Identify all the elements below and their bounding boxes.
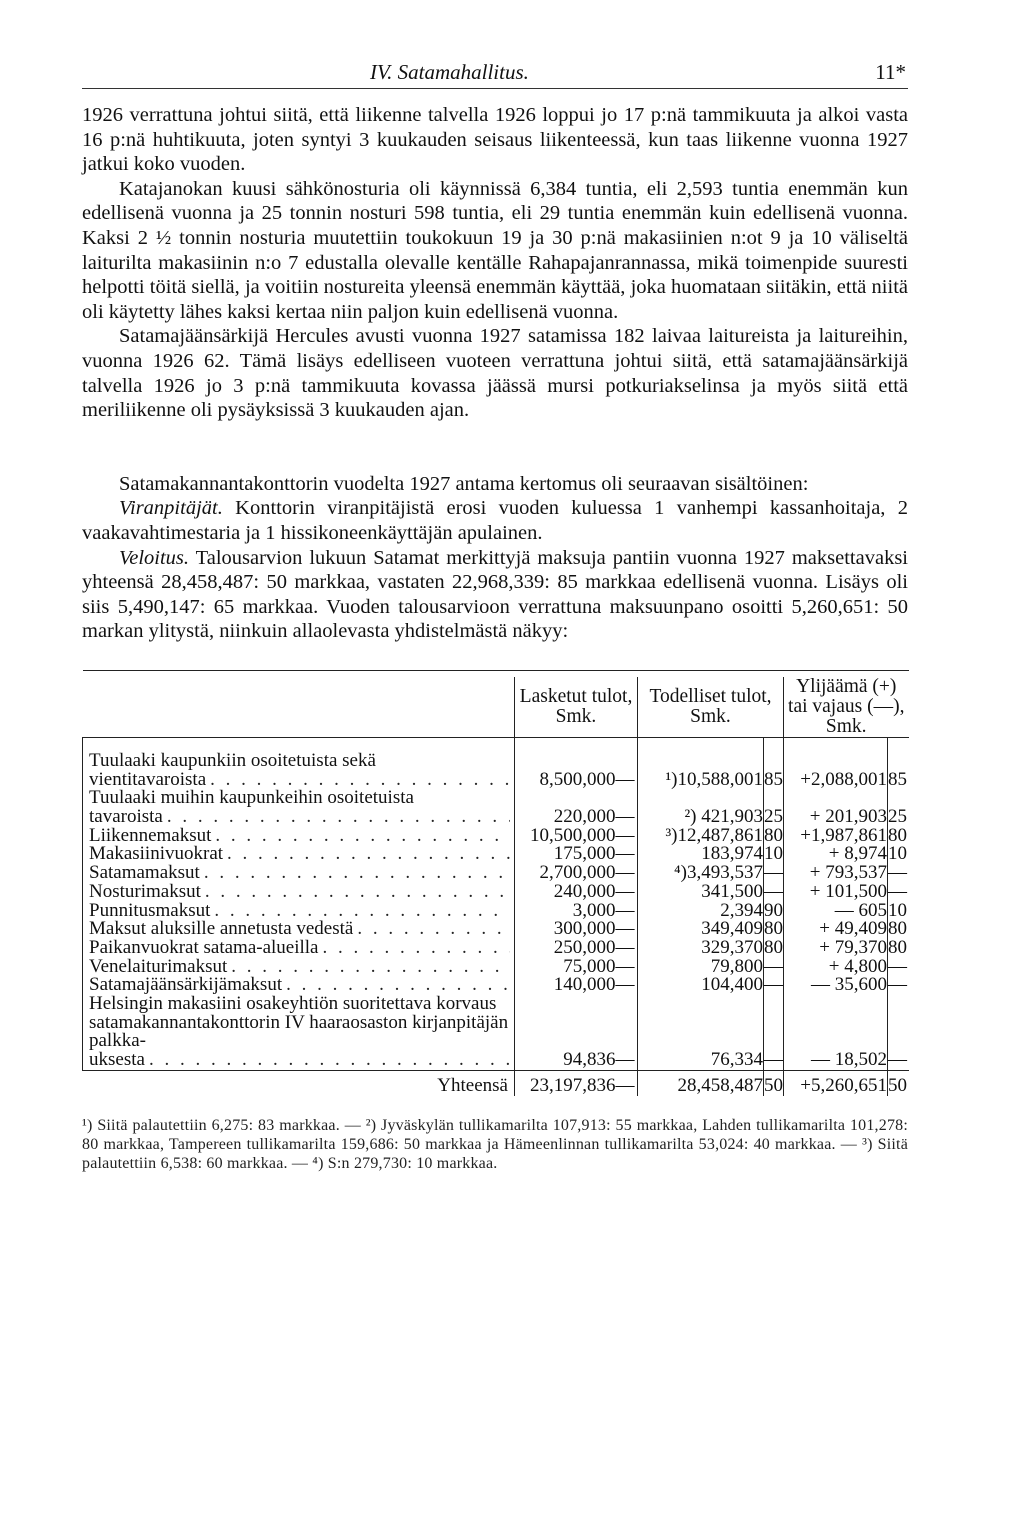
- row-label-cell: [83, 737, 515, 789]
- difference-value: + 49,409: [784, 920, 888, 939]
- estimated-cents: —: [615, 843, 635, 865]
- paragraph-officials: [82, 496, 908, 545]
- difference-cents: —: [888, 955, 907, 977]
- row-label: Nosturimaksut: [89, 880, 201, 902]
- actual-cents: —: [764, 880, 783, 902]
- actual-cents: 80: [764, 824, 783, 846]
- leader-dots: [215, 827, 510, 846]
- actual-value: 104,400: [638, 976, 764, 995]
- leader-dots: [204, 864, 510, 883]
- paragraph-icebreaker: Satamajäänsärkijä Hercules avusti vuonna 1927 satamissa 182 laivaa laitureista ja laitureihin, vuonna 1926 62. Tämä lisäys edelliseen vuoteen verrattuna johtui siitä, että satamajäänsärkijä talvella 1926 jo 3 p:nä tammikuuta kovassa jäässä mursi potkuriakselinsa ja myös siitä että meriliikenne oli pysäyksissä 3 kuukauden ajan.: [82, 325, 908, 422]
- difference-cents: —: [888, 862, 907, 884]
- header-actual-revenue: Todelliset tulot, Smk.: [638, 677, 784, 738]
- paragraph-billing: [82, 546, 908, 644]
- row-label-cell: [83, 936, 515, 958]
- table-row: [83, 995, 909, 1070]
- running-header: [82, 50, 908, 89]
- table-row: [83, 883, 909, 902]
- row-label: Satamajäänsärkijämaksut: [89, 974, 283, 996]
- estimated-value: 240,000: [515, 883, 616, 902]
- body-text: [82, 103, 908, 644]
- estimated-cents: —: [615, 805, 635, 827]
- difference-cents: —: [888, 995, 909, 1070]
- estimated-cents: —: [615, 768, 635, 790]
- difference-value: + 8,974: [784, 845, 888, 864]
- estimated-value: 94,836: [515, 995, 616, 1070]
- leader-dots: [167, 808, 510, 827]
- total-difference: +5,260,651: [784, 1070, 888, 1095]
- estimated-cents: —: [615, 824, 635, 846]
- leader-dots: [205, 883, 510, 902]
- paragraph-report-intro: Satamakannantakonttorin vuodelta 1927 antama kertomus oli seuraavan sisältöinen:: [119, 472, 809, 495]
- row-label: Paikanvuokrat satama-alueilla: [89, 936, 319, 958]
- estimated-cents: —: [615, 862, 635, 884]
- difference-cents: —: [888, 974, 907, 996]
- estimated-cents: —: [615, 899, 635, 921]
- actual-cents: 85: [764, 737, 784, 789]
- revenue-table: [82, 670, 909, 1096]
- billing-text: Talousarvion lukuun Satamat merkittyjä maksuja pantiin vuonna 1927 maksettavaksi yhteensä 28,458,487: 50 markkaa, vastaten 22,968,339: 85 markkaa edellisenä vuonna. Lisäys oli siis 5,490,147: 65 markkaa. Vuoden talousarvioon verrattuna maksuunpano osoitti 5,260,651: 50 markan ylitystä, niinkuin allaolevasta yhdistelmästä näkyy:: [82, 546, 908, 643]
- table-body: [83, 737, 909, 1095]
- total-label: Yhteensä: [83, 1070, 515, 1095]
- row-label-line1: Helsingin makasiini osakeyhtiön suoritettava korvaus satamakannantakonttorin IV haaraosaston kirjanpitäjän palkka-: [89, 993, 509, 1052]
- difference-value: — 18,502: [784, 995, 888, 1070]
- leader-dots: [149, 1051, 510, 1070]
- actual-cents: —: [764, 974, 783, 996]
- difference-value: — 605: [784, 902, 888, 921]
- difference-value: + 101,500: [784, 883, 888, 902]
- page-number: 11*: [875, 60, 906, 84]
- actual-value: 2,394: [638, 902, 764, 921]
- header-estimated-revenue: Lasketut tulot, Smk.: [515, 677, 638, 738]
- footnotes: ¹) Siitä palautettiin 6,275: 83 markkaa. — ²) Jyväskylän tullikamarilta 107,913: 55 markkaa, Lahden tullikamarilta 101,278: 80 markkaa, Tampereen tullikamarilta 159,686: 50 markkaa ja Hämeenlinnan tullikamarilta 53,024: 40 markkaa. — ³) Siitä palautettiin 6,538: 60 markkaa. — ⁴) S:n 279,730: 10 markkaa.: [82, 1116, 908, 1173]
- estimated-value: 220,000: [515, 789, 616, 826]
- difference-cents: 80: [888, 918, 907, 940]
- actual-value: ¹)10,588,001: [638, 737, 764, 789]
- officials-text: Konttorin viranpitäjistä erosi vuoden kuluessa 1 vanhempi kassanhoitaja, 2 vaakavahtimestaria ja 1 hissikoneenkäyttäjän apulainen.: [82, 497, 908, 544]
- actual-cents: —: [764, 955, 783, 977]
- actual-value: 183,974: [638, 845, 764, 864]
- actual-cents: —: [764, 995, 784, 1070]
- row-label: Punnitusmaksut: [89, 899, 211, 921]
- total-difference-cents: 50: [888, 1070, 909, 1095]
- actual-value: ⁴)3,493,537: [638, 864, 764, 883]
- header-blank: [83, 677, 515, 738]
- row-label: Satamamaksut: [89, 862, 200, 884]
- table-row: [83, 939, 909, 958]
- estimated-cents: —: [615, 936, 635, 958]
- row-label: Makasiinivuokrat: [89, 843, 224, 865]
- estimated-value: 75,000: [515, 958, 616, 977]
- revenue-table-wrap: [82, 670, 908, 1096]
- leader-dots: [357, 920, 510, 939]
- estimated-value: 3,000: [515, 902, 616, 921]
- actual-cents: 80: [764, 918, 783, 940]
- row-label: uksesta: [89, 1049, 145, 1071]
- actual-value: ³)12,487,861: [638, 827, 764, 846]
- difference-cents: 80: [888, 936, 907, 958]
- billing-heading: Veloitus.: [119, 546, 190, 569]
- total-estimated-cents: —: [616, 1070, 638, 1095]
- table-row: [83, 789, 909, 826]
- row-label-cell: [83, 995, 515, 1070]
- actual-value: ²) 421,903: [638, 789, 764, 826]
- estimated-cents: —: [615, 955, 635, 977]
- difference-cents: 25: [888, 789, 909, 826]
- row-label: tavaroista: [89, 805, 163, 827]
- row-label: Venelaiturimaksut: [89, 955, 228, 977]
- difference-value: + 4,800: [784, 958, 888, 977]
- paragraph-traffic: 1926 verrattuna johtui siitä, että liikenne talvella 1926 loppui jo 17 p:nä tammikuuta ja alkoi vasta 16 p:nä huhtikuuta, joten syntyi 3 kuukauden seisaus liikenteessä, kun taas liikenne vuonna 1927 jatkui koko vuoden.: [82, 104, 908, 176]
- difference-value: + 79,370: [784, 939, 888, 958]
- row-label-cell: [83, 864, 515, 883]
- actual-value: 79,800: [638, 958, 764, 977]
- difference-cents: 10: [888, 843, 907, 865]
- difference-value: +1,987,861: [784, 827, 888, 846]
- estimated-cents: —: [615, 974, 635, 996]
- estimated-value: 10,500,000: [515, 827, 616, 846]
- total-estimated: 23,197,836: [515, 1070, 616, 1095]
- table-row: [83, 737, 909, 789]
- actual-cents: 25: [764, 789, 784, 826]
- estimated-value: 250,000: [515, 939, 616, 958]
- actual-cents: —: [764, 862, 783, 884]
- leader-dots: [323, 939, 511, 958]
- actual-cents: 80: [764, 936, 783, 958]
- leader-dots: [227, 845, 510, 864]
- table-row: [83, 864, 909, 883]
- estimated-value: 175,000: [515, 845, 616, 864]
- row-label-cell: [83, 789, 515, 826]
- total-actual-cents: 50: [764, 1070, 784, 1095]
- actual-cents: 90: [764, 899, 783, 921]
- difference-value: +2,088,001: [784, 737, 888, 789]
- row-label: Liikennemaksut: [89, 824, 212, 846]
- estimated-cents: —: [615, 1049, 635, 1071]
- header-surplus-deficit: Ylijäämä (+) tai vajaus (—), Smk.: [784, 677, 909, 738]
- actual-value: 341,500: [638, 883, 764, 902]
- actual-value: 76,334: [638, 995, 764, 1070]
- section-title: IV. Satamahallitus.: [370, 60, 529, 84]
- row-label-cell: [83, 880, 515, 902]
- estimated-value: 140,000: [515, 976, 616, 995]
- row-label: vientitavaroista: [89, 768, 207, 790]
- officials-heading: Viranpitäjät.: [119, 497, 223, 520]
- row-label: Maksut aluksille annetusta vedestä: [89, 918, 354, 940]
- actual-cents: 10: [764, 843, 783, 865]
- document-page: [82, 50, 908, 1174]
- total-row: [83, 1070, 909, 1095]
- difference-cents: —: [888, 880, 907, 902]
- actual-value: 329,370: [638, 939, 764, 958]
- row-label-line1: Tuulaaki muihin kaupunkeihin osoitetuista: [89, 787, 414, 809]
- difference-value: — 35,600: [784, 976, 888, 995]
- estimated-value: 2,700,000: [515, 864, 616, 883]
- difference-value: + 793,537: [784, 864, 888, 883]
- paragraph-cranes: Katajanokan kuusi sähkönosturia oli käynnissä 6,384 tuntia, eli 2,593 tuntia enemmän kun edellisenä vuonna ja 25 tonnin nosturi 598 tuntia, eli 29 tuntia enemmän kuin edellisenä vuonna. Kaksi 2 ½ tonnin nosturia muutettiin toukokuun 19 ja 30 p:nä makasiinien n:ot 9 ja 10 väliseltä laiturilta makasiinin n:o 7 edustalla olevalle kentälle Rahapajanrannassa, mikä toimenpide suuresti helpotti töitä siellä, ja voitiin nostureita yleensä enemmän käyttää, joka huomataan siitäkin, että niitä oli käytetty lähes kaksi kertaa niin paljon kuin edellisenä vuonna.: [82, 177, 908, 323]
- difference-value: + 201,903: [784, 789, 888, 826]
- estimated-value: 8,500,000: [515, 737, 616, 789]
- estimated-cents: —: [615, 918, 635, 940]
- table-row: [83, 845, 909, 864]
- row-label-line1: Tuulaaki kaupunkiin osoitetuista sekä: [89, 749, 376, 771]
- estimated-cents: —: [615, 880, 635, 902]
- estimated-value: 300,000: [515, 920, 616, 939]
- difference-cents: 10: [888, 899, 907, 921]
- actual-value: 349,409: [638, 920, 764, 939]
- difference-cents: 85: [888, 737, 909, 789]
- difference-cents: 80: [888, 824, 907, 846]
- total-actual: 28,458,487: [638, 1070, 764, 1095]
